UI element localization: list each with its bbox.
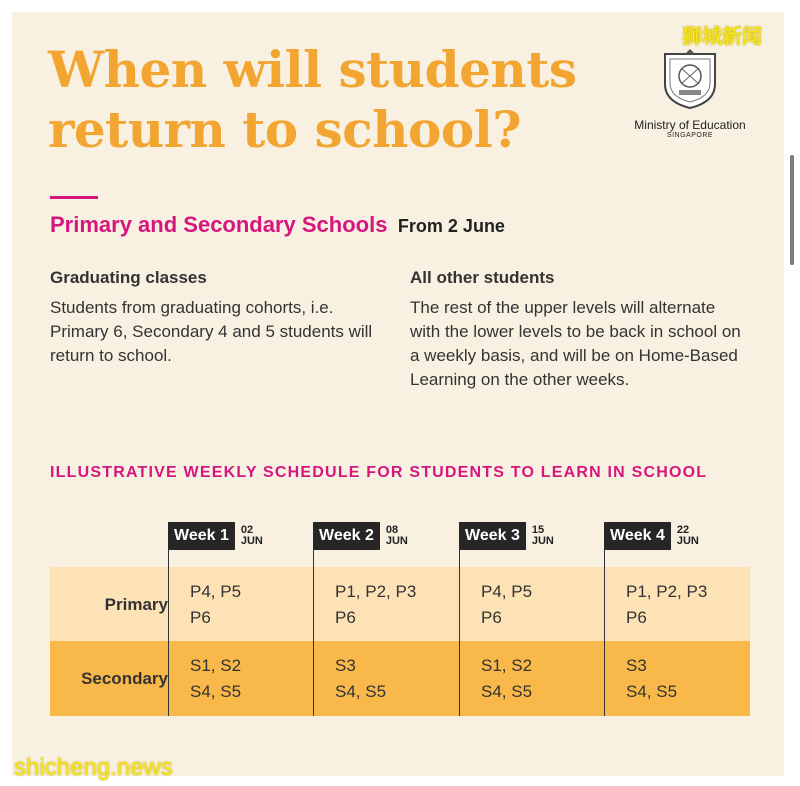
moe-logo [620, 48, 760, 139]
schedule-cell [335, 579, 416, 631]
week-month: JUN [240, 535, 263, 547]
column-divider [459, 548, 460, 716]
title-line-2: return to school? [48, 100, 521, 159]
title-line-1: When will students [48, 40, 577, 99]
section-heading [50, 212, 505, 238]
schedule-cell [190, 653, 241, 705]
schedule-title: ILLUSTRATIVE WEEKLY SCHEDULE FOR STUDENTS TO LEARN IN SCHOOL [50, 464, 708, 481]
week-header-2 [313, 522, 408, 550]
cell-line: S4, S5 [626, 682, 678, 701]
ministry-name: Ministry of Education [634, 118, 746, 132]
cell-line: P6 [481, 608, 502, 627]
schedule-cell [626, 579, 707, 631]
week-month: JUN [676, 535, 699, 547]
cell-line: P6 [190, 608, 211, 627]
scrollbar[interactable] [790, 155, 794, 265]
watermark-site: shicheng.news [14, 754, 173, 781]
week-month: JUN [385, 535, 408, 547]
cell-line: S4, S5 [335, 682, 387, 701]
schedule-cell [335, 653, 386, 705]
week-date [532, 525, 554, 547]
schedule-row-primary [50, 567, 750, 641]
watermark-chinese: 狮城新闻 [682, 26, 762, 48]
other-students-column [410, 268, 750, 392]
section-date: From 2 June [397, 216, 505, 236]
week-day: 02 [240, 524, 254, 536]
cell-line: P1, P2, P3 [626, 582, 708, 601]
week-label: Week 4 [604, 522, 671, 550]
cell-line: S4, S5 [481, 682, 533, 701]
week-month: JUN [531, 535, 554, 547]
week-day: 15 [531, 524, 545, 536]
week-header-1 [168, 522, 263, 550]
row-label-primary: Primary [104, 595, 168, 614]
graduating-heading: Graduating classes [50, 268, 207, 287]
cell-line: S1, S2 [190, 656, 242, 675]
week-date [241, 525, 263, 547]
week-header-4 [604, 522, 699, 550]
schedule-row-secondary [50, 641, 750, 716]
others-body: The rest of the upper levels will alternate with the lower levels to be back in school on a weekly basis, and will be on Home-Based Learning on the other weeks. [410, 298, 741, 389]
cell-line: P6 [626, 608, 647, 627]
cell-line: S3 [626, 656, 647, 675]
graduating-classes-column [50, 268, 390, 368]
week-label: Week 3 [459, 522, 526, 550]
week-day: 22 [676, 524, 690, 536]
graduating-body: Students from graduating cohorts, i.e. Primary 6, Secondary 4 and 5 students will return to school. [50, 298, 373, 365]
week-date [677, 525, 699, 547]
week-label: Week 2 [313, 522, 380, 550]
column-divider [604, 548, 605, 716]
section-title: Primary and Secondary Schools [50, 212, 388, 237]
schedule-cell [481, 579, 532, 631]
row-label-secondary: Secondary [81, 669, 168, 688]
week-date [386, 525, 408, 547]
week-label: Week 1 [168, 522, 235, 550]
ministry-country: SINGAPORE [666, 132, 714, 139]
cell-line: P1, P2, P3 [335, 582, 417, 601]
cell-line: S1, S2 [481, 656, 533, 675]
schedule-cell [481, 653, 532, 705]
column-divider [313, 548, 314, 716]
schedule-cell [190, 579, 241, 631]
cell-line: P4, P5 [190, 582, 242, 601]
others-heading: All other students [410, 268, 555, 287]
page-title [48, 40, 608, 160]
accent-bar [50, 196, 98, 199]
cell-line: S3 [335, 656, 356, 675]
cell-line: P6 [335, 608, 356, 627]
cell-line: P4, P5 [481, 582, 533, 601]
week-header-3 [459, 522, 554, 550]
cell-line: S4, S5 [190, 682, 242, 701]
schedule-cell [626, 653, 677, 705]
column-divider [168, 548, 169, 716]
week-day: 08 [385, 524, 399, 536]
crest-icon [661, 48, 719, 110]
